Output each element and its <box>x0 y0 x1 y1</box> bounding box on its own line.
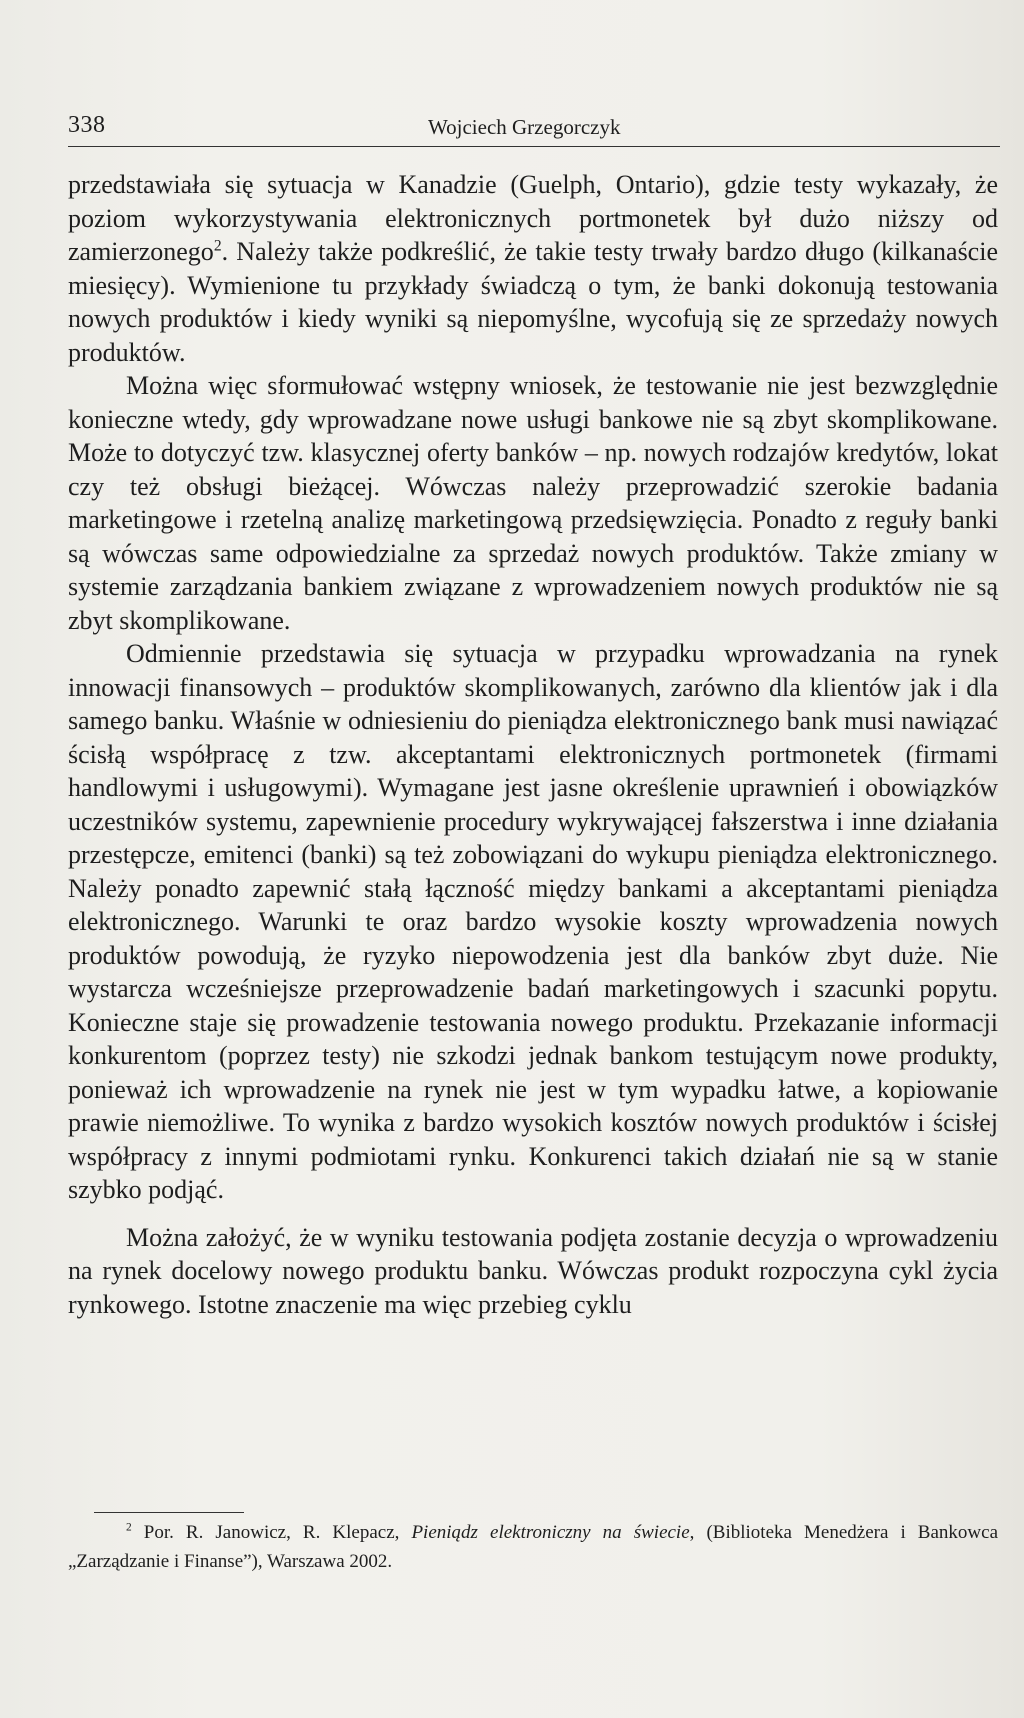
footnote-reference: 2 <box>213 237 222 255</box>
paragraph-1 <box>68 168 998 369</box>
body-text <box>68 168 998 1321</box>
footnote <box>68 1518 998 1576</box>
footnote-marker-wrap <box>68 1522 132 1543</box>
paragraph-3: Odmiennie przedstawia się sytuacja w przypadku wprowadzania na rynek innowacji finansowych – produktów skomplikowanych, zarówno dla klientów jak i dla samego banku. Właśnie w odniesieniu do pieniądza elektronicznego bank musi nawiązać ścisłą współpracę z tzw. akceptantami elektronicznych portmonetek (firmami handlowymi i usługowymi). Wymagane jest jasne określenie uprawnień i obowiązków uczestników systemu, zapewnienie procedury wykrywającej fałszerstwa i inne działania przestępcze, emitenci (banki) są też zobowiązani do wykupu pieniądza elektronicznego. Należy ponadto zapewnić stałą łączność między bankami a akceptantami pieniądza elektronicznego. Warunki te oraz bardzo wysokie koszty wprowadzenia nowych produktów powodują, że ryzyko niepowodzenia jest dla banków zbyt duże. Nie wystarcza wcześniejsze przeprowadzenie badań marketingowych i szacunki popytu. Konieczne staje się prowadzenie testowania nowego produktu. Przekazanie informacji konkurentom (poprzez testy) nie szkodzi jednak bankom testującym nowe produkty, ponieważ ich wprowadzenie na rynek nie jest w tym wypadku łatwe, a kopiowanie prawie niemożliwe. To wynika z bardzo wysokich kosztów nowych produktów i ścisłej współpracy z innymi podmiotami rynku. Konkurenci takich działań nie są w stanie szybko podjąć. <box>68 639 998 1204</box>
paragraph-1-text-a: przedstawiała się sytuacja w Kanadzie (Guelph, Ontario), gdzie testy wykazały, że poziom wykorzystywania elektronicznych portmonetek był dużo niższy od zamierzonego <box>68 170 998 266</box>
paragraph-4: Można założyć, że w wyniku testowania podjęta zostanie decyzja o wprowadzeniu na rynek docelowy nowego produktu banku. Wówczas produkt rozpoczyna cykl życia rynkowego. Istotne znaczenie ma więc przebieg cyklu <box>68 1222 998 1319</box>
running-title: Wojciech Grzegorczyk <box>428 115 621 139</box>
paragraph-1-text-b: . Należy także podkreślić, że takie testy trwały bardzo długo (kilkanaście miesięcy). Wymienione tu przykłady świadczą o tym, że banki dokonują testowania nowych produktów i kiedy wyniki są niepomyślne, wycofują się ze sprzedaży nowych produktów. <box>68 237 998 367</box>
footnote-divider <box>94 1512 244 1513</box>
footnote-title: Pieniądz elektroniczny na świecie <box>411 1522 690 1543</box>
page-number: 338 <box>68 112 106 138</box>
footnote-text-b: , (Biblioteka Menedżera i Bankowca „Zarządzanie i Finanse”), Warszawa 2002. <box>68 1522 999 1572</box>
paragraph-2: Można więc sformułować wstępny wniosek, że testowanie nie jest bezwzględnie konieczne wtedy, gdy wprowadzane nowe usługi bankowe nie są zbyt skomplikowane. Może to dotyczyć tzw. klasycznej oferty banków – np. nowych rodzajów kredytów, lokat czy też obsługi bieżącej. Wówczas należy przeprowadzić szerokie badania marketingowe i rzetelną analizę marketingową przedsięwzięcia. Ponadto z reguły banki są wówczas same odpowiedzialne za sprzedaż nowych produktów. Także zmiany w systemie zarządzania bankiem związane z wprowadzeniem nowych produktów nie są zbyt skomplikowane. <box>68 371 998 635</box>
footnote-marker: 2 <box>126 1521 132 1534</box>
running-header <box>68 112 1000 147</box>
footnote-text-a: Por. R. Janowicz, R. Klepacz, <box>131 1522 412 1543</box>
